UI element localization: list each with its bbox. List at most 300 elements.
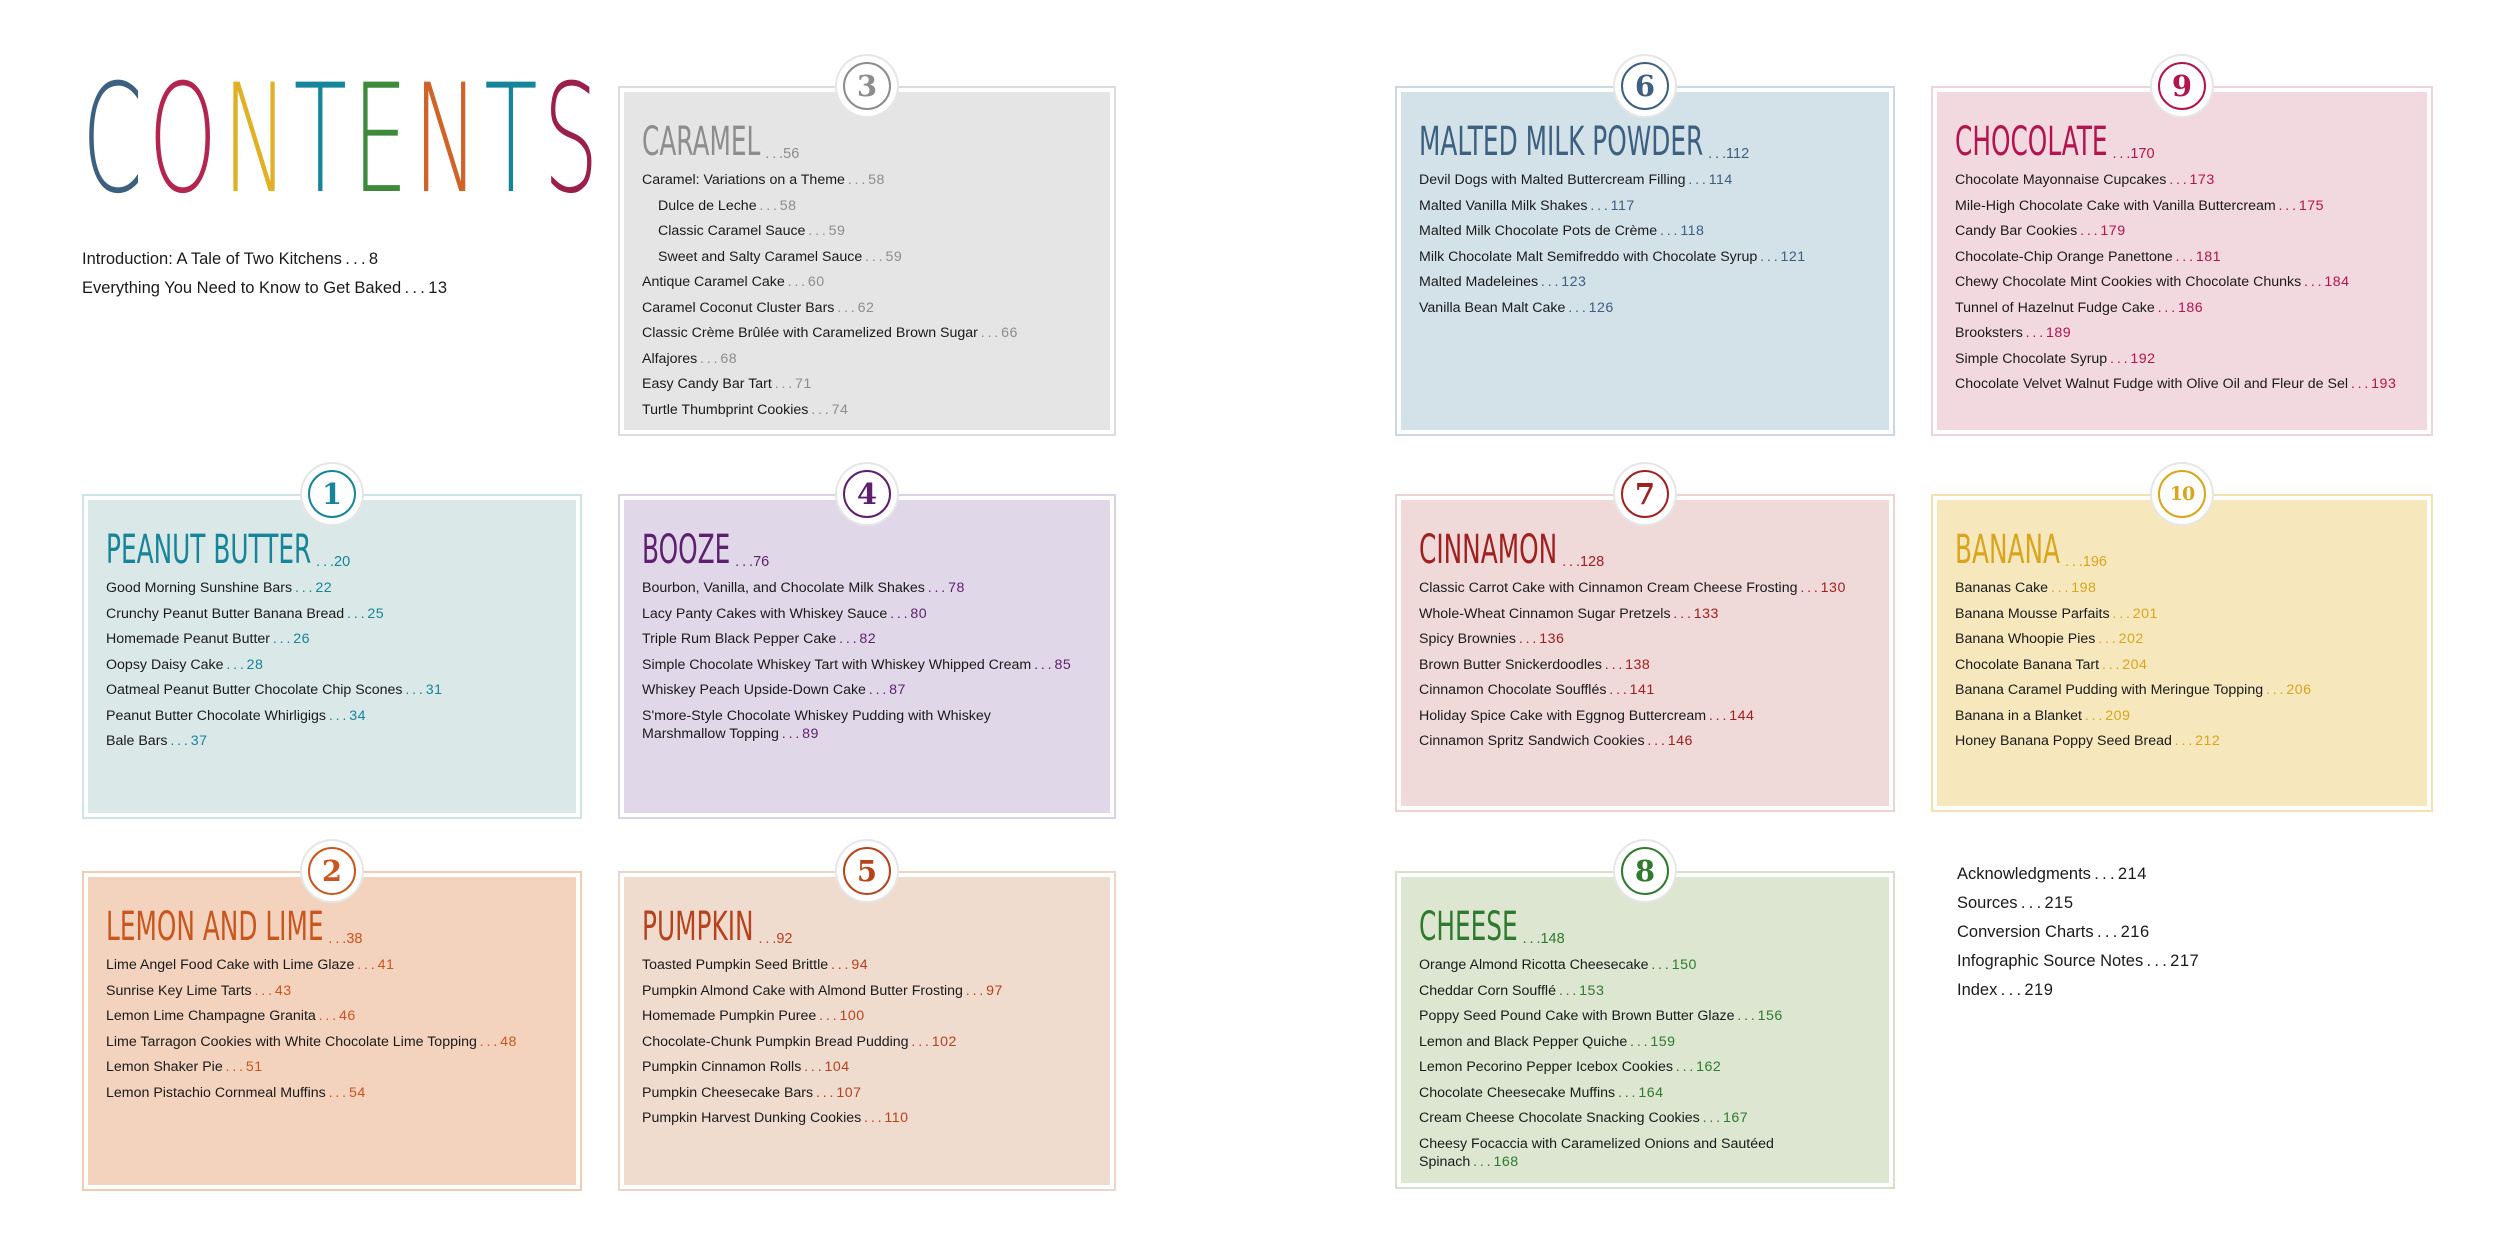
recipe-item [1955,576,2415,602]
leader-dots: . . . [2143,952,2171,970]
chapter-chocolate [1931,69,2433,436]
recipe-list [642,953,1098,1132]
recipe-page: 58 [868,172,885,188]
recipe-title: Pumpkin Cinnamon Rolls [642,1059,802,1075]
leader-dots: . . . [2109,605,2133,622]
recipe-title: Good Morning Sunshine Bars [106,580,293,596]
chapter-heading: CHOCOLATE [1955,119,2108,165]
recipe-item [1419,627,1877,653]
chapter-start-page: . . .56 [762,146,800,162]
chapter-heading-row [1419,120,1877,164]
chapter-heading-row [642,120,1098,164]
title-letter: N [413,53,485,227]
chapter-heading: BANANA [1955,527,2061,573]
recipe-page: 97 [986,982,1003,999]
leader-dots: . . . [2048,580,2072,596]
recipe-title: Vanilla Bean Malt Cake [1419,299,1566,316]
recipe-title: Pumpkin Almond Cake with Almond Butter Frosting [642,982,963,999]
recipe-item [1419,194,1877,220]
leader-dots: . . . [2107,350,2131,367]
recipe-title: Banana Whoopie Pies [1955,631,2096,647]
leader-dots: . . . [1565,299,1589,316]
recipe-item [642,168,1098,194]
chapter-number-badge [1615,56,1675,116]
chapter-number: 9 [2158,62,2206,110]
chapter-number: 5 [843,847,891,895]
recipe-item [1955,321,2415,347]
recipe-page: 121 [1780,248,1806,265]
chapter-content [642,120,1098,423]
recipe-title: Banana Mousse Parfaits [1955,605,2110,622]
leader-dots: . . . [1734,1008,1758,1024]
recipe-page: 85 [1054,656,1072,673]
recipe-page: 202 [2118,631,2144,647]
title-letter: S [543,53,605,227]
recipe-list [1419,576,1877,755]
recipe-page: 66 [1001,325,1018,341]
recipe-item [1419,576,1877,602]
recipe-page: 71 [795,376,812,392]
recipe-page: 114 [1708,172,1733,188]
chapter-number-badge [302,841,362,901]
back-matter-page: 219 [2024,981,2054,999]
recipe-page: 175 [2298,197,2325,214]
leader-dots: . . . [326,707,350,724]
title-letter: C [82,53,149,227]
chapter-number-badge [1615,464,1675,524]
leader-dots: . . . [401,279,429,297]
recipe-title: Pumpkin Harvest Dunking Cookies [642,1110,862,1126]
recipe-title: Lemon Pistachio Cornmeal Muffins [106,1084,326,1101]
chapter-caramel [618,69,1116,436]
recipe-title: Cheddar Corn Soufflé [1419,982,1556,999]
chapter-booze [618,477,1116,819]
recipe-item [1955,168,2415,194]
leader-dots: . . . [865,682,890,698]
leader-dots: . . . [813,1084,837,1101]
recipe-title: Classic Caramel Sauce [658,223,806,239]
recipe-page: 87 [889,682,906,698]
recipe-list [1419,953,1877,1175]
recipe-item [642,979,1098,1005]
recipe-page: 60 [807,274,825,290]
recipe-page: 184 [2324,274,2350,290]
recipe-list [1419,168,1877,321]
chapter-content [1419,528,1877,755]
recipe-title: Oopsy Daisy Cake [106,656,224,673]
recipe-page: 62 [857,299,875,316]
back-matter-page: 214 [2117,865,2147,883]
recipe-item [1419,1030,1877,1056]
recipe-title: Chocolate Cheesecake Muffins [1419,1084,1616,1101]
recipe-page: 25 [367,605,385,622]
recipe-title: Poppy Seed Pound Cake with Brown Butter Glaze [1419,1008,1735,1024]
recipe-title: Bale Bars [106,733,168,749]
leader-dots: . . . [1601,656,1626,673]
leader-dots: . . . [836,631,860,647]
recipe-page: 46 [338,1008,356,1024]
leader-dots: . . . [402,682,426,698]
leader-dots: . . . [784,274,808,290]
chapter-content [1955,528,2415,755]
recipe-item [642,296,1098,322]
recipe-list [106,576,564,755]
chapter-start-page: . . .76 [732,554,770,570]
chapter-heading-row [1419,905,1877,949]
recipe-item [106,653,564,679]
recipe-page: 181 [2195,248,2222,265]
recipe-page: 94 [851,957,869,973]
recipe-item [1955,653,2415,679]
leader-dots: . . . [1516,631,1540,647]
recipe-title: S'more-Style Chocolate Whiskey Pudding with Whiskey Marshmallow Topping [642,707,991,742]
recipe-page: 167 [1722,1110,1749,1126]
chapter-number: 6 [1621,62,1669,110]
recipe-item [642,372,1098,398]
recipe-page: 89 [802,725,819,742]
chapter-heading-row [1955,120,2415,164]
leader-dots: . . . [808,401,832,418]
leader-dots: . . . [1606,682,1630,698]
recipe-title: Triple Rum Black Pepper Cake [642,631,837,647]
recipe-title: Cinnamon Spritz Sandwich Cookies [1419,733,1645,749]
back-matter-item [1957,860,2199,889]
recipe-page: 43 [274,982,292,999]
leader-dots: . . . [2154,299,2178,316]
recipe-title: Peanut Butter Chocolate Whirligigs [106,707,327,724]
leader-dots: . . . [2099,656,2123,673]
chapter-number: 3 [843,62,891,110]
title-letter: T [484,53,544,227]
recipe-item [642,1004,1098,1030]
back-matter-title: Conversion Charts [1957,923,2094,941]
leader-dots: . . . [828,957,852,973]
leader-dots: . . . [1757,248,1781,265]
recipe-title: Lime Angel Food Cake with Lime Glaze [106,957,355,973]
recipe-item [1419,979,1877,1005]
recipe-item [642,1030,1098,1056]
recipe-title: Lemon Pecorino Pepper Icebox Cookies [1419,1059,1673,1075]
leader-dots: . . . [2301,274,2325,290]
recipe-page: 74 [831,401,849,418]
chapter-heading-row [1419,528,1877,572]
recipe-item [642,219,1098,245]
recipe-list [1955,168,2415,398]
recipe-title: Sweet and Salty Caramel Sauce [658,248,863,265]
recipe-item [1955,372,2415,398]
recipe-item [642,704,1042,747]
recipe-title: Malted Madeleines [1419,274,1539,290]
leader-dots: . . . [778,725,803,742]
recipe-item [106,704,564,730]
recipe-page: 126 [1588,299,1614,316]
chapter-heading-row [642,905,1098,949]
recipe-title: Dulce de Leche [658,197,757,214]
recipe-item [1419,602,1877,628]
recipe-title: Caramel: Variations on a Theme [642,172,845,188]
leader-dots: . . . [325,1084,349,1101]
recipe-item [1955,704,2415,730]
leader-dots: . . . [1699,1110,1723,1126]
recipe-title: Lemon and Black Pepper Quiche [1419,1033,1628,1050]
leader-dots: . . . [1555,982,1580,999]
chapter-content [1419,120,1877,321]
recipe-title: Caramel Coconut Cluster Bars [642,299,835,316]
chapter-start-page: . . .20 [313,554,351,570]
chapter-content [642,528,1098,747]
chapter-content [1419,905,1877,1175]
leader-dots: . . . [2172,248,2196,265]
recipe-item [1955,219,2415,245]
recipe-item [642,245,1098,271]
chapter-cinnamon [1395,477,1895,812]
recipe-item [642,194,1098,220]
back-matter-item [1957,918,2199,947]
recipe-item [642,953,1098,979]
recipe-list [642,168,1098,423]
intro-item-page: 8 [368,250,379,268]
recipe-item [106,1004,564,1030]
recipe-item [642,398,1098,424]
leader-dots: . . . [2347,376,2372,392]
recipe-page: 201 [2132,605,2158,622]
chapter-heading-row [106,905,564,949]
recipe-page: 159 [1650,1033,1676,1050]
recipe-title: Cheesy Focaccia with Caramelized Onions and Sautéed Spinach [1419,1135,1774,1170]
chapter-start-page: . . .128 [1559,554,1605,570]
leader-dots: . . . [861,1110,885,1126]
recipe-page: 156 [1757,1008,1783,1024]
recipe-page: 168 [1493,1153,1519,1170]
recipe-item [1419,653,1877,679]
back-matter-page: 217 [2170,952,2200,970]
recipe-title: Malted Milk Chocolate Pots de Crème [1419,223,1658,239]
title-letter: O [148,53,223,227]
recipe-item [106,602,564,628]
recipe-page: 102 [931,1033,957,1050]
recipe-page: 136 [1539,631,1565,647]
chapter-number: 10 [2158,470,2206,518]
chapter-start-page: . . .92 [755,931,793,947]
recipe-title: Banana in a Blanket [1955,707,2082,724]
chapter-heading: CINNAMON [1419,527,1558,573]
recipe-page: 212 [2195,733,2221,749]
recipe-page: 34 [349,707,366,724]
recipe-page: 118 [1680,223,1705,239]
recipe-page: 31 [425,682,443,698]
recipe-page: 107 [836,1084,862,1101]
chapter-start-page: . . .170 [2109,146,2155,162]
recipe-title: Homemade Pumpkin Puree [642,1008,817,1024]
leader-dots: . . . [771,376,796,392]
leader-dots: . . . [887,605,911,622]
recipe-item [1419,704,1877,730]
leader-dots: . . . [1627,1033,1651,1050]
recipe-title: Lacy Panty Cakes with Whiskey Sauce [642,605,888,622]
recipe-item [642,653,1098,679]
recipe-title: Cream Cheese Chocolate Snacking Cookies [1419,1110,1700,1126]
title-letter: N [222,53,294,227]
recipe-item [1955,245,2415,271]
chapter-peanut-butter [82,477,582,819]
recipe-title: Holiday Spice Cake with Eggnog Buttercream [1419,707,1707,724]
recipe-page: 110 [884,1110,909,1126]
leader-dots: . . . [1615,1084,1639,1101]
recipe-item [1955,729,2415,755]
recipe-title: Cinnamon Chocolate Soufflés [1419,682,1607,698]
recipe-page: 28 [246,656,264,673]
recipe-page: 100 [839,1008,865,1024]
recipe-item [106,1055,564,1081]
leader-dots: . . . [844,172,869,188]
recipe-page: 26 [293,631,311,647]
recipe-page: 133 [1693,605,1719,622]
recipe-title: Sunrise Key Lime Tarts [106,982,252,999]
title-letter: T [293,53,353,227]
back-matter-title: Acknowledgments [1957,865,2091,883]
chapter-heading: MALTED MILK POWDER [1419,119,1704,165]
recipe-title: Lemon Shaker Pie [106,1059,223,1075]
recipe-title: Honey Banana Poppy Seed Bread [1955,733,2172,749]
leader-dots: . . . [1657,223,1681,239]
recipe-page: 59 [828,223,846,239]
chapter-heading-row [106,528,564,572]
leader-dots: . . . [962,982,987,999]
chapter-heading: BOOZE [642,527,731,573]
recipe-item [106,678,564,704]
chapter-number-badge [302,464,362,524]
chapter-heading: CARAMEL [642,119,761,165]
recipe-item [106,627,564,653]
leader-dots: . . . [2093,923,2121,941]
recipe-item [1419,1004,1877,1030]
leader-dots: . . . [1470,1153,1494,1170]
recipe-title: Pumpkin Cheesecake Bars [642,1084,814,1101]
back-matter-title: Index [1957,981,1998,999]
recipe-title: Chocolate Banana Tart [1955,656,2100,673]
recipe-title: Brooksters [1955,325,2023,341]
recipe-item [642,678,1098,704]
recipe-item [1419,1081,1877,1107]
recipe-item [1955,602,2415,628]
leader-dots: . . . [223,656,247,673]
recipe-item [642,1055,1098,1081]
recipe-item [1955,347,2415,373]
recipe-title: Whole-Wheat Cinnamon Sugar Pretzels [1419,605,1671,622]
leader-dots: . . . [2171,733,2196,749]
recipe-page: 193 [2371,376,2397,392]
back-matter-page: 215 [2044,894,2074,912]
recipe-title: Orange Almond Ricotta Cheesecake [1419,957,1649,973]
recipe-item [1419,1055,1877,1081]
leader-dots: . . . [1685,172,1709,188]
recipe-title: Chocolate Velvet Walnut Fudge with Olive Oil and Fleur de Sel [1955,376,2348,392]
recipe-list [106,953,564,1106]
recipe-page: 123 [1561,274,1587,290]
chapter-heading-row [642,528,1098,572]
leader-dots: . . . [924,580,949,596]
recipe-title: Chocolate-Chip Orange Panettone [1955,248,2173,265]
leader-dots: . . . [2077,223,2101,239]
recipe-title: Homemade Peanut Butter [106,631,271,647]
recipe-page: 179 [2100,223,2126,239]
intro-item [82,274,448,303]
recipe-item [1419,245,1877,271]
leader-dots: . . . [977,325,1002,341]
leader-dots: . . . [476,1033,501,1050]
intro-item [82,245,448,274]
leader-dots: . . . [2275,197,2299,214]
recipe-item [1955,296,2415,322]
chapter-number-badge [837,464,897,524]
recipe-page: 164 [1638,1084,1664,1101]
recipe-page: 141 [1629,682,1655,698]
back-matter-item [1957,889,2199,918]
recipe-page: 82 [859,631,877,647]
recipe-page: 198 [2071,580,2097,596]
recipe-page: 186 [2177,299,2204,316]
recipe-page: 150 [1671,957,1697,973]
chapter-number-badge [1615,841,1675,901]
leader-dots: . . . [805,223,829,239]
leader-dots: . . . [2090,865,2118,883]
chapter-number: 8 [1621,847,1669,895]
recipe-item [642,576,1098,602]
leader-dots: . . . [167,733,191,749]
recipe-page: 209 [2105,707,2131,724]
intro-item-title: Introduction: A Tale of Two Kitchens [82,250,342,268]
chapter-banana [1931,483,2433,812]
recipe-list [642,576,1098,747]
recipe-title: Lime Tarragon Cookies with White Chocolate Lime Topping [106,1033,477,1050]
recipe-title: Brown Butter Snickerdoodles [1419,656,1602,673]
leader-dots: . . . [315,1008,339,1024]
recipe-item [642,1081,1098,1107]
recipe-page: 173 [2189,172,2215,188]
recipe-item [1955,194,2415,220]
leader-dots: . . . [270,631,294,647]
leader-dots: . . . [1538,274,1562,290]
recipe-item [106,729,564,755]
back-matter-item [1957,976,2199,1005]
recipe-title: Spicy Brownies [1419,631,1516,647]
leader-dots: . . . [1670,605,1694,622]
back-matter-item [1957,947,2199,976]
recipe-item [1419,168,1877,194]
recipe-page: 192 [2130,350,2156,367]
recipe-item [642,270,1098,296]
leader-dots: . . . [2166,172,2190,188]
chapter-content [106,528,564,755]
recipe-title: Chewy Chocolate Mint Cookies with Chocolate Chunks [1955,274,2302,290]
back-matter-page: 216 [2120,923,2150,941]
recipe-title: Bananas Cake [1955,580,2049,596]
recipe-page: 37 [190,733,208,749]
recipe-title: Chocolate-Chunk Pumpkin Bread Pudding [642,1033,909,1050]
recipe-page: 117 [1610,197,1635,214]
recipe-item [1955,627,2415,653]
chapter-malted-milk-powder [1395,69,1895,436]
recipe-page: 104 [824,1059,850,1075]
recipe-title: Malted Vanilla Milk Shakes [1419,197,1588,214]
back-matter-list [1957,860,2199,1005]
chapter-content [642,905,1098,1132]
recipe-title: Devil Dogs with Malted Buttercream Filling [1419,172,1686,188]
leader-dots: . . . [344,605,368,622]
recipe-list [1955,576,2415,755]
recipe-item [1419,1132,1819,1175]
chapter-lemon-and-lime [82,854,582,1191]
